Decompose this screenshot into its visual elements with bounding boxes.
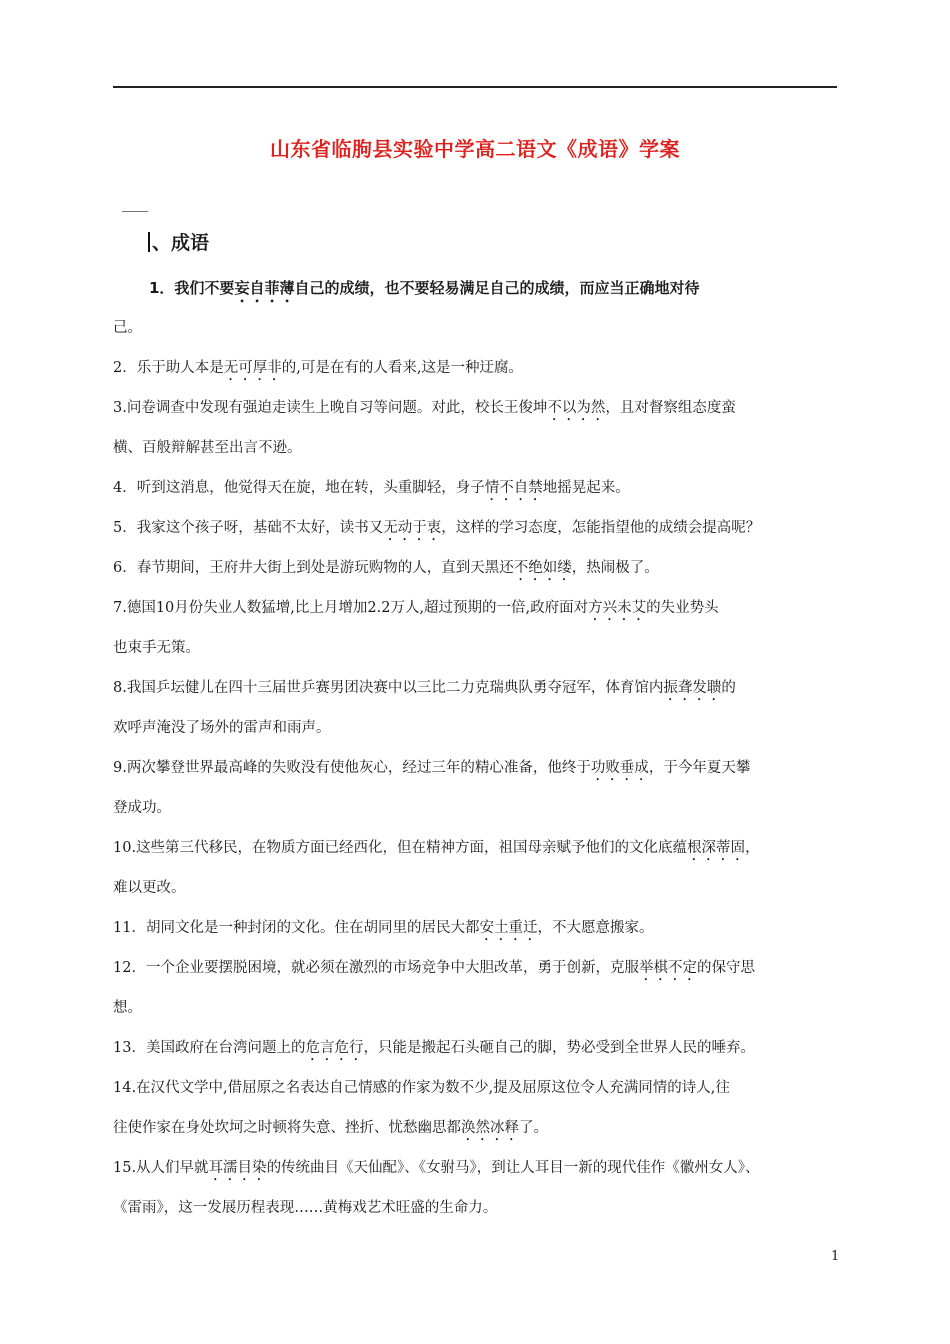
header-rule bbox=[113, 86, 837, 88]
sentence-text: 2．乐于助人本是 bbox=[113, 360, 224, 376]
sentence-text: 9.两次攀登世界最高峰的失败没有使他灰心，经过三年的精心准备，他终于 bbox=[113, 760, 591, 776]
sentence-text: 13．美国政府在台湾问题上的 bbox=[113, 1040, 306, 1056]
idiom-emphasis: 不绝如缕 bbox=[513, 560, 572, 576]
exercise-line bbox=[113, 588, 837, 628]
sentence-text: 往使作家在身处坎坷之时顿将失意、挫折、忧愁幽思都 bbox=[113, 1120, 461, 1136]
sentence-text: ，于今年夏天攀 bbox=[648, 760, 751, 776]
sentence-text: 己。 bbox=[113, 320, 142, 336]
exercise-item bbox=[113, 668, 837, 748]
exercise-item bbox=[113, 1068, 837, 1148]
sentence-text: 也束手无策。 bbox=[113, 640, 200, 656]
exercise-line bbox=[113, 1148, 837, 1188]
exercise-line bbox=[113, 508, 837, 548]
exercise-line bbox=[113, 348, 837, 388]
sentence-text: ，只能是搬起石头砸自己的脚，势必受到全世界人民的唾弃。 bbox=[363, 1040, 755, 1056]
sentence-text: 的 bbox=[721, 680, 736, 696]
exercise-line bbox=[113, 868, 837, 908]
section-heading bbox=[148, 228, 209, 255]
exercise-item bbox=[113, 908, 837, 948]
idiom-emphasis: 安土重迁 bbox=[479, 920, 538, 936]
exercise-list bbox=[113, 268, 837, 1228]
exercise-line bbox=[113, 468, 837, 508]
exercise-item bbox=[113, 388, 837, 468]
exercise-line bbox=[113, 988, 837, 1028]
exercise-line bbox=[113, 908, 837, 948]
sentence-text: 11．胡同文化是一种封闭的文化。住在胡同里的居民大都 bbox=[113, 920, 480, 936]
idiom-emphasis: 无可厚非 bbox=[223, 360, 282, 376]
sentence-text: 难以更改。 bbox=[113, 880, 186, 896]
exercise-line bbox=[113, 1108, 837, 1148]
exercise-line bbox=[113, 1028, 837, 1068]
exercise-line bbox=[113, 668, 837, 708]
idiom-emphasis: 根深蒂固 bbox=[687, 840, 746, 856]
sentence-text: 了。 bbox=[519, 1120, 548, 1136]
exercise-line bbox=[113, 628, 837, 668]
sentence-text: 14.在汉代文学中,借屈原之名表达自己情感的作家为数不少,提及屈原这位令人充满同情的诗人,往 bbox=[113, 1080, 730, 1096]
sentence-text: 自己的成绩，也不要轻易满足自己的成绩，而应当正确地对待 bbox=[294, 279, 700, 297]
sentence-text: 10.这些第三代移民，在物质方面已经西化，但在精神方面，祖国母亲赋予他们的文化底蕴 bbox=[113, 840, 688, 856]
section-marker-rule bbox=[122, 211, 148, 212]
sentence-text: 地摇晃起来。 bbox=[542, 480, 630, 496]
sentence-text: 1．我们不要 bbox=[149, 279, 235, 297]
sentence-text: 的失业势头 bbox=[646, 600, 719, 616]
sentence-text: 4．听到这消息，他觉得天在旋，地在转，头重脚轻，身子 bbox=[113, 480, 485, 496]
idiom-emphasis: 情不自禁 bbox=[484, 480, 543, 496]
page-number: 1 bbox=[831, 1249, 840, 1264]
sentence-text: 登成功。 bbox=[113, 800, 171, 816]
exercise-line bbox=[113, 948, 837, 988]
sentence-text: ，这样的学习态度，怎能指望他的成绩会提高呢？ bbox=[441, 520, 761, 536]
sentence-text: ，热闹极了。 bbox=[571, 560, 659, 576]
sentence-text: 横、百般辩解甚至出言不逊。 bbox=[113, 440, 302, 456]
idiom-emphasis: 举棋不定 bbox=[638, 960, 697, 976]
idiom-emphasis: 危言危行 bbox=[305, 1040, 364, 1056]
exercise-item bbox=[113, 268, 837, 348]
exercise-line bbox=[113, 748, 837, 788]
document-title: 山东省临朐县实验中学高二语文《成语》学案 bbox=[270, 137, 680, 161]
exercise-item bbox=[113, 828, 837, 908]
idiom-emphasis: 无动于衷 bbox=[383, 520, 442, 536]
sentence-text: 5．我家这个孩子呀，基础不太好，读书又 bbox=[113, 520, 384, 536]
sentence-text: 7.德国10月份失业人数猛增,比上月增加2.2万人,超过预期的一倍,政府面对 bbox=[113, 600, 589, 616]
sentence-text: 3.问卷调查中发现有强迫走读生上晚自习等问题。对此，校长王俊坤 bbox=[113, 400, 548, 416]
idiom-emphasis: 涣然冰释 bbox=[461, 1120, 519, 1136]
exercise-item bbox=[113, 348, 837, 388]
exercise-item bbox=[113, 468, 837, 508]
sentence-text: 6．春节期间，王府井大街上到处是游玩购物的人，直到天黑还 bbox=[113, 560, 514, 576]
sentence-text: 15.从人们早就 bbox=[113, 1160, 209, 1176]
exercise-item bbox=[113, 748, 837, 828]
sentence-text: 欢呼声淹没了场外的雷声和雨声。 bbox=[113, 720, 331, 736]
exercise-line bbox=[113, 548, 837, 588]
exercise-line bbox=[113, 788, 837, 828]
exercise-item bbox=[113, 508, 837, 548]
exercise-item bbox=[113, 588, 837, 668]
exercise-item bbox=[113, 548, 837, 588]
sentence-text: 的保守思 bbox=[696, 960, 755, 976]
sentence-text: 8.我国乒坛健儿在四十三届世乒赛男团决赛中以三比二力克瑞典队勇夺冠军，体育馆内 bbox=[113, 680, 664, 696]
heading-bar bbox=[148, 232, 150, 252]
sentence-text: 的传统曲目《天仙配》、《女驸马》，到让人耳目一新的现代佳作《徽州女人》、 bbox=[266, 1160, 760, 1176]
exercise-line bbox=[113, 828, 837, 868]
sentence-text: 12．一个企业要摆脱困境，就必须在激烈的市场竞争中大胆改革，勇于创新，克服 bbox=[113, 960, 639, 976]
exercise-line bbox=[113, 1068, 837, 1108]
exercise-item bbox=[113, 1148, 837, 1228]
exercise-line bbox=[113, 428, 837, 468]
exercise-item bbox=[113, 1028, 837, 1068]
idiom-emphasis: 方兴未艾 bbox=[588, 600, 647, 616]
sentence-text: ，不大愿意搬家。 bbox=[537, 920, 654, 936]
idiom-emphasis: 功败垂成 bbox=[590, 760, 649, 776]
sentence-text: 的,可是在有的人看来,这是一种迂腐。 bbox=[281, 360, 523, 376]
exercise-line bbox=[113, 388, 837, 428]
exercise-line bbox=[113, 708, 837, 748]
sentence-text: ， bbox=[745, 840, 760, 856]
idiom-emphasis: 妄自菲薄 bbox=[234, 279, 295, 297]
idiom-emphasis: 不以为然 bbox=[547, 400, 606, 416]
section-heading-text: 、成语 bbox=[152, 232, 210, 254]
exercise-line bbox=[113, 308, 837, 348]
sentence-text: 《雷雨》，这一发展历程表现……黄梅戏艺术旺盛的生命力。 bbox=[113, 1200, 498, 1216]
exercise-line bbox=[113, 1188, 837, 1228]
exercise-item bbox=[113, 948, 837, 1028]
sentence-text: ，且对督察组态度蛮 bbox=[605, 400, 736, 416]
idiom-emphasis: 耳濡目染 bbox=[208, 1160, 267, 1176]
idiom-emphasis: 振聋发聩 bbox=[663, 680, 722, 696]
sentence-text: 想。 bbox=[113, 1000, 142, 1016]
exercise-line bbox=[113, 268, 837, 308]
